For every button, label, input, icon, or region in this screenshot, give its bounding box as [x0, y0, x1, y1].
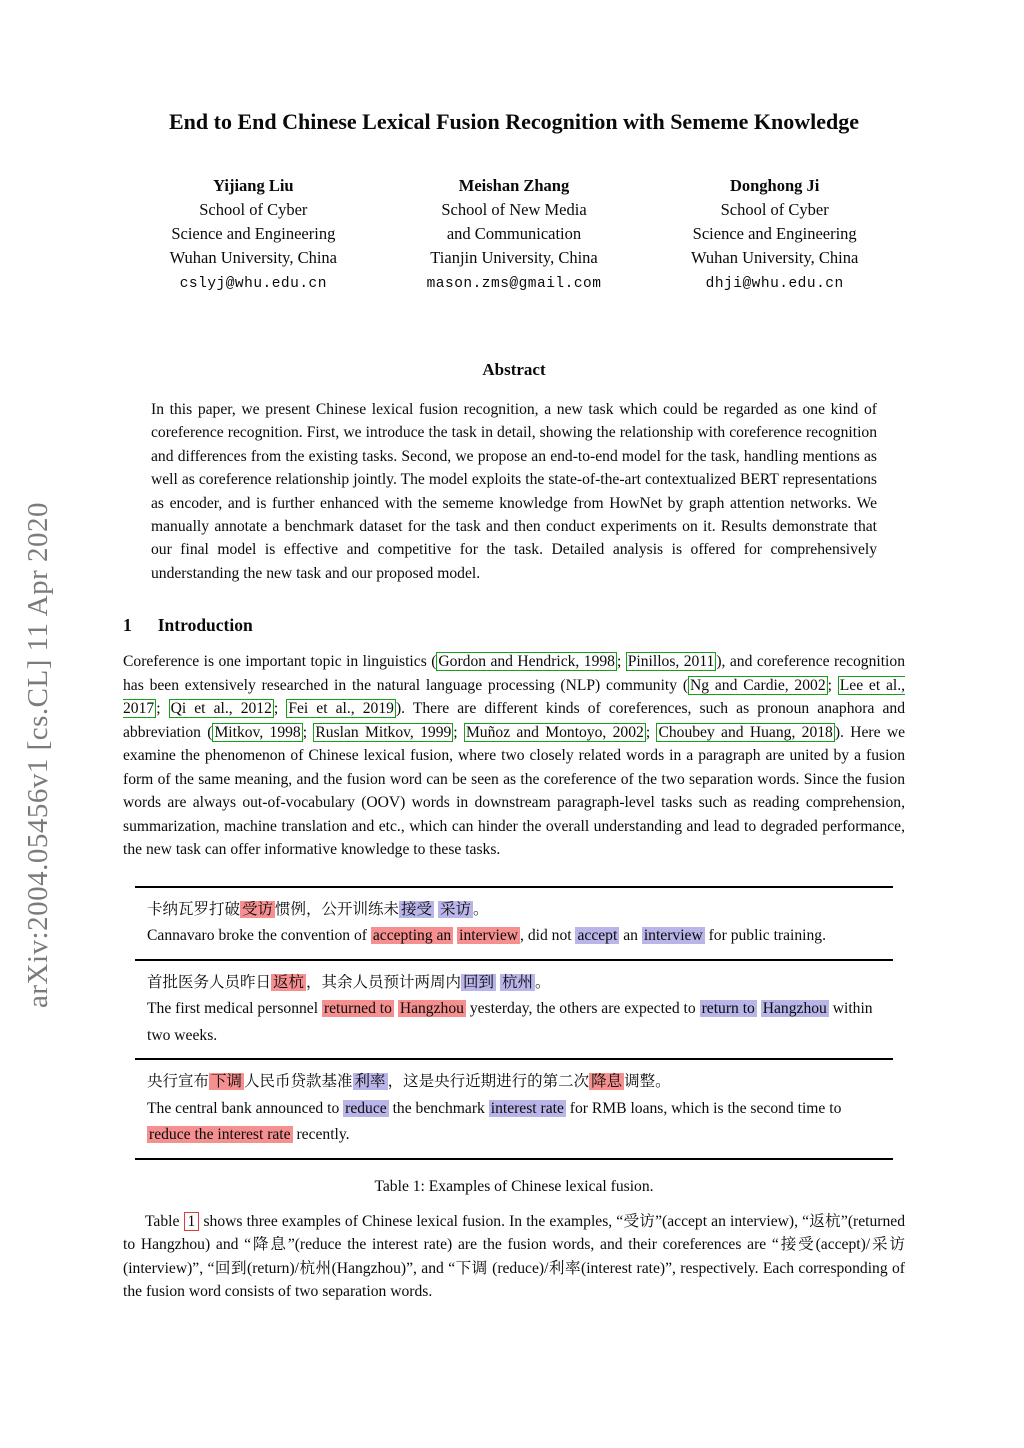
section-title: Introduction — [157, 615, 253, 636]
highlight-purple: interest rate — [490, 1099, 564, 1117]
text-segment: shows three examples of Chinese lexical fusion. In the examples, “受访”(accept an interview), “返杭”(returned to Hangzhou) and “降息”(reduce the interest rate) are the fusion words, and their coreferences are “接受(accept)/采访(interview)”, “回到(return)/杭州(Hangzhou)”, and “下调 (reduce)/利率(interest rate)”, respectively. Each corresponding of the fusion word consists of two separation words. — [123, 1212, 905, 1301]
highlight-purple: 采访 — [439, 900, 471, 918]
citation-link[interactable]: Gordon and Hendrick, 1998 — [438, 653, 615, 671]
highlight-red: Hangzhou — [399, 1000, 464, 1018]
citation-link[interactable]: Lee et al., 2017 — [123, 676, 905, 718]
example-chinese — [147, 897, 881, 924]
example-english — [147, 923, 881, 950]
text-segment: The first medical personnel — [147, 1000, 322, 1018]
highlight-red: 下调 — [211, 1073, 243, 1091]
text-segment: ). Here we examine the phenomenon of Chinese lexical fusion, where two closely related words in a paragraph are united by a fusion form of the same meaning, and the fusion word can be seen as the coreference of the two separation words. Since the fusion words are always out-of-vocabulary (OOV) words in downstream paragraph-level tasks such as reading comprehension, summarization, machine translation and etc., which can hinder the overall understanding and lead to degraded performance, the new task can offer informative knowledge to these tasks. — [123, 723, 906, 859]
text-segment: ; — [645, 723, 657, 741]
author-affiliation-line: Wuhan University, China — [169, 248, 338, 267]
highlight-purple: interview — [643, 927, 703, 945]
author-affiliation-line: Science and Engineering — [692, 224, 857, 243]
text-segment: 惯例，公开训练未 — [275, 900, 400, 918]
example-chinese — [147, 970, 881, 997]
author-name: Yijiang Liu — [213, 176, 294, 195]
text-segment: ), and coreference recognition has been extensively researched in the natural language processing (NLP) community ( — [123, 653, 905, 694]
text-segment: Coreference is one important topic in linguistics ( — [123, 653, 437, 671]
highlight-purple: 接受 — [401, 900, 433, 918]
author-email: mason.zms@gmail.com — [426, 276, 602, 292]
text-segment: 调整。 — [624, 1073, 671, 1091]
abstract-heading: Abstract — [482, 360, 546, 379]
author-email: dhji@whu.edu.cn — [705, 276, 844, 292]
text-segment: 首批医务人员昨日 — [147, 973, 272, 991]
citation-link[interactable]: Pinillos, 2011 — [627, 653, 715, 671]
text-segment: recently. — [292, 1126, 350, 1144]
author-name: Donghong Ji — [729, 176, 820, 195]
paper-content — [123, 0, 905, 1304]
highlight-red: accepting an — [372, 927, 452, 945]
example-chinese — [147, 1069, 881, 1096]
highlight-red: interview — [459, 927, 519, 945]
text-segment: for public training. — [704, 927, 826, 945]
text-segment: , did not — [520, 927, 576, 945]
section-heading-introduction — [123, 615, 905, 636]
citation-link[interactable]: Choubey and Huang, 2018 — [658, 723, 833, 741]
author-affiliation-line: Wuhan University, China — [690, 248, 859, 267]
table-row — [135, 1060, 893, 1160]
example-english — [147, 996, 881, 1049]
text-segment: The central bank announced to — [147, 1099, 344, 1117]
highlight-red: 返杭 — [273, 973, 305, 991]
authors-block — [123, 174, 905, 296]
author-affiliation-line: Science and Engineering — [171, 224, 336, 243]
citation-link[interactable]: Qi et al., 2012 — [170, 700, 272, 718]
author-affiliation-line: School of New Media — [441, 200, 587, 219]
text-segment: 卡纳瓦罗打破 — [147, 900, 241, 918]
author-block — [123, 174, 384, 296]
author-affiliation-line: and Communication — [446, 224, 582, 243]
author-name: Meishan Zhang — [458, 176, 570, 195]
abstract-text: In this paper, we present Chinese lexical fusion recognition, a new task which could be regarded as one kind of coreference recognition. First, we introduce the task in detail, showing the relationship with coreference recognition and differences from the existing tasks. Second, we propose an end-to-end model for the task, handling mentions as well as coreference relationship jointly. The model exploits the state-of-the-art contextualized BERT representations as encoder, and is further enhanced with the sememe knowledge from HowNet by graph attention networks. We manually annotate a benchmark dataset for the task and then conduct experiments on it. Results demonstrate that our final model is effective and competitive for the task. Detailed analysis is offered for comprehensively understanding the new task and our proposed model. — [151, 401, 877, 582]
highlight-purple: 利率 — [354, 1073, 386, 1091]
text-segment: ，这是央行近期进行的第二次 — [387, 1073, 590, 1091]
text-segment: ，其余人员预计两周内 — [306, 973, 462, 991]
highlight-red: 降息 — [591, 1073, 623, 1091]
citation-link[interactable]: Ng and Cardie, 2002 — [690, 676, 826, 694]
section-number: 1 — [123, 615, 132, 636]
table-caption: Table 1: Examples of Chinese lexical fusion. — [374, 1177, 654, 1195]
text-segment: for RMB loans, which is the second time to — [565, 1099, 842, 1117]
table-row — [135, 961, 893, 1061]
text-segment: within two weeks. — [147, 1000, 873, 1044]
highlight-red: 受访 — [242, 900, 274, 918]
text-segment: 央行宣布 — [147, 1073, 210, 1091]
text-segment: an — [619, 927, 642, 945]
highlight-red: returned to — [323, 1000, 392, 1018]
author-block — [384, 174, 645, 296]
citation-link[interactable]: Fei et al., 2019 — [288, 700, 394, 718]
highlight-purple: 回到 — [463, 973, 495, 991]
table-row — [135, 888, 893, 961]
arxiv-watermark: arXiv:2004.05456v1 [cs.CL] 11 Apr 2020 — [22, 501, 54, 1009]
examples-table — [135, 886, 893, 1160]
highlight-red: reduce the interest rate — [149, 1126, 291, 1144]
author-affiliation-line: Tianjin University, China — [430, 248, 598, 267]
text-segment: ; — [273, 700, 287, 718]
text-segment: ; — [616, 653, 626, 671]
text-segment: ). There are different kinds of coreferences, such as pronoun anaphora and abbreviation ( — [123, 700, 905, 741]
text-segment: ; — [156, 700, 169, 718]
text-segment: the benchmark — [388, 1099, 489, 1117]
example-english — [147, 1096, 881, 1149]
author-email: cslyj@whu.edu.cn — [179, 276, 327, 292]
text-segment: ; — [453, 723, 464, 741]
highlight-purple: accept — [577, 927, 618, 945]
text-segment: Table — [145, 1212, 184, 1230]
introduction-paragraph — [123, 650, 905, 862]
author-affiliation-line: School of Cyber — [199, 200, 308, 219]
citation-link[interactable]: Mitkov, 1998 — [214, 723, 301, 741]
highlight-purple: return to — [701, 1000, 755, 1018]
text-segment: 。 — [472, 900, 489, 918]
text-segment: ; — [302, 723, 314, 741]
text-segment: 。 — [534, 973, 551, 991]
text-segment: Cannavaro broke the convention of — [147, 927, 371, 945]
text-segment: yesterday, the others are expected to — [465, 1000, 700, 1018]
highlight-purple: Hangzhou — [762, 1000, 827, 1018]
author-affiliation-line: School of Cyber — [720, 200, 829, 219]
text-segment: ; — [827, 676, 838, 694]
citation-link[interactable]: Ruslan Mitkov, 1999 — [315, 723, 452, 741]
highlight-purple: 杭州 — [501, 973, 533, 991]
table-ref-link[interactable]: 1 — [184, 1212, 200, 1231]
highlight-purple: reduce — [345, 1099, 387, 1117]
citation-link[interactable]: Muñoz and Montoyo, 2002 — [465, 723, 644, 741]
text-segment: 人民币贷款基准 — [244, 1073, 353, 1091]
paper-title: End to End Chinese Lexical Fusion Recognition with Sememe Knowledge — [169, 109, 859, 134]
closing-paragraph — [123, 1210, 905, 1304]
author-block — [644, 174, 905, 296]
